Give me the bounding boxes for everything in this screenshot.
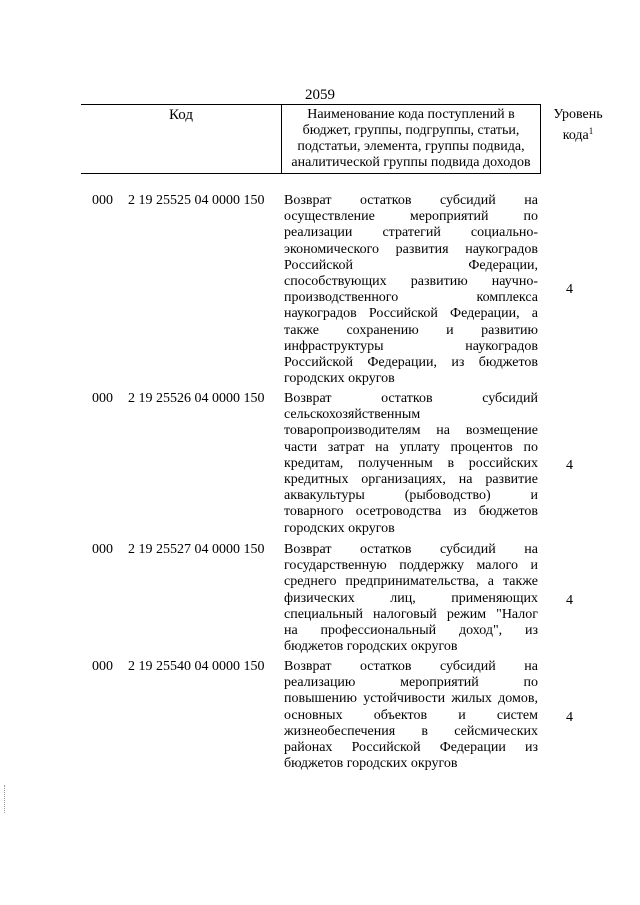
code-level: 4 (566, 458, 573, 473)
income-name-line: физических лиц, применяющих (284, 590, 538, 606)
header-code: Код (169, 107, 193, 123)
admin-code: 000 (92, 542, 113, 557)
income-name-line: городских округов (284, 371, 395, 387)
kbk-code: 2 19 25526 04 0000 150 (128, 391, 265, 406)
header-name-line: бюджет, группы, подгруппы, статьи, (302, 123, 520, 138)
header-name (281, 105, 541, 173)
income-name-line: основных объектов и систем (284, 707, 538, 723)
income-name-line: Возврат остатков субсидий (284, 391, 538, 406)
income-name-line: на профессиональный доход", из (284, 622, 538, 638)
income-name-line: Российской Федерации, из бюджетов (284, 354, 538, 370)
income-name-line: экономического развития наукоградов (284, 241, 538, 257)
header-level-line (543, 123, 613, 144)
admin-code: 000 (92, 193, 113, 208)
income-name-line: бюджетов городских округов (284, 639, 458, 655)
income-name-line: аквакультуры (рыбоводство) и (284, 488, 538, 504)
header-level-line: Уровень (553, 107, 603, 122)
income-name-line: способствующих развитию научно- (284, 273, 538, 289)
income-name-line: повышению устойчивости жилых домов, (284, 691, 538, 707)
header-name-line: подстатьи, элемента, группы подвида, (297, 139, 525, 154)
footnote-marker: 1 (588, 126, 594, 136)
kbk-code: 2 19 25527 04 0000 150 (128, 542, 265, 557)
kbk-code: 2 19 25525 04 0000 150 (128, 193, 265, 208)
header-level-word: кода (562, 128, 589, 143)
income-name-line: реализацию мероприятий по (284, 675, 538, 691)
income-name-line: специальный налоговый режим "Налог (284, 606, 538, 622)
code-level: 4 (566, 710, 573, 725)
code-level: 4 (566, 282, 573, 297)
header-level (543, 105, 613, 144)
income-name (284, 391, 538, 537)
income-name-line: кредитных организациях, на развитие (284, 471, 538, 487)
income-name-line: товарного осетроводства из бюджетов (284, 504, 538, 520)
income-name-line: среднего предпринимательства, а также (284, 574, 538, 590)
income-name-line: сельскохозяйственным (284, 407, 421, 423)
income-name-line: инфраструктуры наукоградов (284, 338, 538, 354)
income-name (284, 542, 538, 655)
income-name-line: наукоградов Российской Федерации, а (284, 306, 538, 322)
scan-edge-mark (4, 785, 6, 813)
income-name-line: реализации стратегий социально- (284, 225, 538, 241)
admin-code: 000 (92, 391, 113, 406)
income-name-line: Российской Федерации, (284, 257, 538, 273)
table-header (81, 104, 603, 174)
header-name-line: аналитической группы подвида доходов (291, 155, 531, 170)
page-number: 2059 (305, 87, 335, 103)
income-name-line: городских округов (284, 520, 395, 536)
income-name-line: кредитам, полученным в российских (284, 455, 538, 471)
income-name (284, 659, 538, 772)
income-name-line: Возврат остатков субсидий на (284, 193, 538, 208)
income-name-line: Возврат остатков субсидий на (284, 659, 538, 674)
income-name-line: товаропроизводителям на возмещение (284, 423, 538, 439)
income-name-line: части затрат на уплату процентов по (284, 439, 538, 455)
kbk-code: 2 19 25540 04 0000 150 (128, 659, 265, 674)
income-name-line: бюджетов городских округов (284, 756, 458, 772)
income-name-line: осуществление мероприятий по (284, 209, 538, 225)
income-name-line: районах Российской Федерации из (284, 739, 538, 755)
income-name (284, 193, 538, 387)
code-level: 4 (566, 593, 573, 608)
income-name-line: также сохранению и развитию (284, 322, 538, 338)
income-name-line: производственного комплекса (284, 290, 538, 306)
income-name-line: государственную поддержку малого и (284, 558, 538, 574)
admin-code: 000 (92, 659, 113, 674)
income-name-line: Возврат остатков субсидий на (284, 542, 538, 557)
income-name-line: жизнеобеспечения в сейсмических (284, 723, 538, 739)
header-name-line: Наименование кода поступлений в (307, 107, 515, 122)
